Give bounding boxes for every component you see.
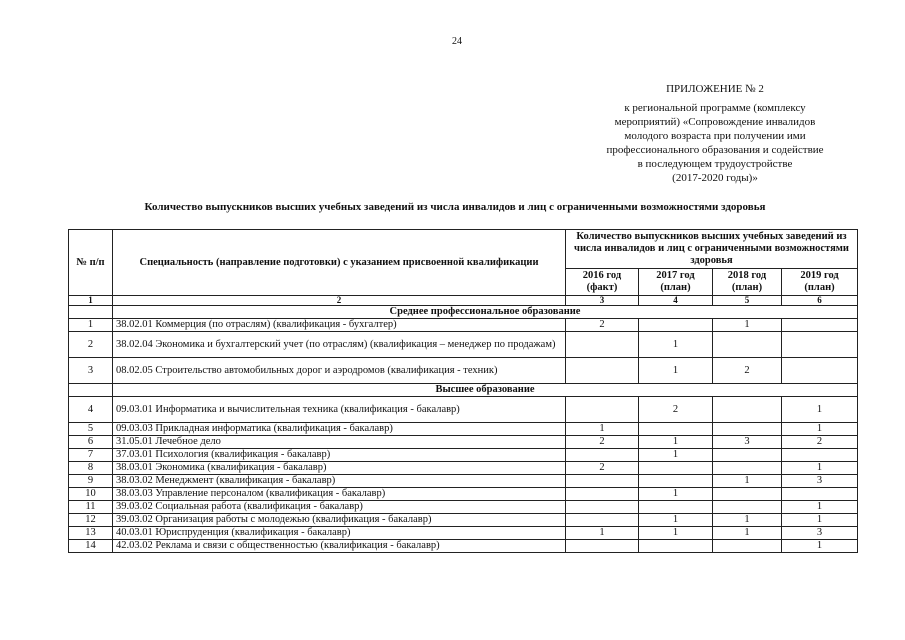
value-cell: 1 — [639, 488, 713, 501]
column-number: 6 — [782, 296, 858, 306]
section-row — [69, 306, 858, 319]
table-heading: Количество выпускников высших учебных заведений из числа инвалидов и лиц с ограниченными возможностями здоровья — [144, 201, 766, 213]
section-row — [69, 384, 858, 397]
value-cell: 1 — [782, 423, 858, 436]
value-cell — [566, 358, 639, 384]
value-cell: 2 — [639, 397, 713, 423]
value-cell: 2 — [566, 319, 639, 332]
value-cell — [566, 540, 639, 553]
value-cell — [639, 319, 713, 332]
value-cell: 1 — [782, 397, 858, 423]
value-cell — [566, 332, 639, 358]
value-cell — [566, 475, 639, 488]
row-number: 8 — [69, 462, 113, 475]
value-cell — [713, 501, 782, 514]
value-cell: 2 — [713, 358, 782, 384]
value-cell: 1 — [782, 462, 858, 475]
row-number: 13 — [69, 527, 113, 540]
value-cell — [713, 332, 782, 358]
table-row — [69, 540, 858, 553]
appendix-title: ПРИЛОЖЕНИЕ № 2 — [666, 83, 764, 95]
row-number: 3 — [69, 358, 113, 384]
value-cell: 3 — [782, 475, 858, 488]
value-cell — [713, 449, 782, 462]
appendix-line: молодого возраста при получении ими — [624, 130, 806, 142]
row-number: 9 — [69, 475, 113, 488]
header-year: 2016 год (факт) — [566, 269, 639, 296]
value-cell: 1 — [639, 527, 713, 540]
column-number: 5 — [713, 296, 782, 306]
row-number: 4 — [69, 397, 113, 423]
value-cell — [639, 462, 713, 475]
appendix-line: мероприятий) «Сопровождение инвалидов — [614, 116, 816, 128]
appendix-line: профессионального образования и содействие — [606, 144, 824, 156]
value-cell: 1 — [639, 514, 713, 527]
value-cell — [782, 358, 858, 384]
value-cell — [639, 423, 713, 436]
column-number: 4 — [639, 296, 713, 306]
value-cell: 3 — [713, 436, 782, 449]
header-specialty: Специальность (направление подготовки) с указанием присвоенной квалификации — [113, 230, 566, 296]
table-row — [69, 397, 858, 423]
table-body — [69, 230, 858, 553]
table-row — [69, 423, 858, 436]
value-cell: 3 — [782, 527, 858, 540]
specialty-cell: 38.03.02 Менеджмент (квалификация - бакалавр) — [113, 475, 566, 488]
specialty-cell: 38.02.04 Экономика и бухгалтерский учет (по отраслям) (квалификация – менеджер по продажам) — [113, 332, 566, 358]
specialty-cell: 39.03.02 Организация работы с молодежью (квалификация - бакалавр) — [113, 514, 566, 527]
value-cell: 1 — [639, 332, 713, 358]
specialty-cell: 31.05.01 Лечебное дело — [113, 436, 566, 449]
value-cell: 1 — [639, 436, 713, 449]
value-cell: 1 — [639, 358, 713, 384]
row-number: 12 — [69, 514, 113, 527]
specialty-cell: 09.03.03 Прикладная информатика (квалификация - бакалавр) — [113, 423, 566, 436]
header-year: 2019 год (план) — [782, 269, 858, 296]
specialty-cell: 38.03.01 Экономика (квалификация - бакалавр) — [113, 462, 566, 475]
row-number: 11 — [69, 501, 113, 514]
specialty-cell: 38.02.01 Коммерция (по отраслям) (квалификация - бухгалтер) — [113, 319, 566, 332]
value-cell — [782, 332, 858, 358]
specialty-cell: 42.03.02 Реклама и связи с общественностью (квалификация - бакалавр) — [113, 540, 566, 553]
specialty-cell: 09.03.01 Информатика и вычислительная техника (квалификация - бакалавр) — [113, 397, 566, 423]
row-number: 7 — [69, 449, 113, 462]
value-cell: 1 — [713, 514, 782, 527]
table-row — [69, 332, 858, 358]
table-row — [69, 319, 858, 332]
value-cell — [782, 488, 858, 501]
row-number: 1 — [69, 319, 113, 332]
value-cell — [713, 540, 782, 553]
table-cell — [69, 384, 113, 397]
appendix-line: к региональной программе (комплексу — [624, 102, 806, 114]
value-cell — [713, 488, 782, 501]
value-cell — [566, 449, 639, 462]
value-cell — [713, 397, 782, 423]
row-number: 2 — [69, 332, 113, 358]
table-row — [69, 514, 858, 527]
row-number: 6 — [69, 436, 113, 449]
value-cell — [639, 540, 713, 553]
specialty-cell: 39.03.02 Социальная работа (квалификация - бакалавр) — [113, 501, 566, 514]
value-cell: 1 — [713, 319, 782, 332]
value-cell: 1 — [782, 540, 858, 553]
value-cell — [566, 488, 639, 501]
value-cell — [713, 423, 782, 436]
value-cell: 1 — [713, 527, 782, 540]
table-row — [69, 501, 858, 514]
appendix-line: в последующем трудоустройстве — [637, 158, 793, 170]
value-cell — [566, 397, 639, 423]
section-title: Среднее профессиональное образование — [113, 306, 858, 319]
table-row — [69, 475, 858, 488]
header-group: Количество выпускников высших учебных заведений из числа инвалидов и лиц с ограниченными возможностями здоровья — [566, 230, 858, 269]
value-cell: 2 — [566, 462, 639, 475]
value-cell — [566, 514, 639, 527]
row-number: 10 — [69, 488, 113, 501]
table-row — [69, 488, 858, 501]
value-cell — [782, 319, 858, 332]
table-row — [69, 527, 858, 540]
row-number: 14 — [69, 540, 113, 553]
header-year: 2017 год (план) — [639, 269, 713, 296]
value-cell: 1 — [639, 449, 713, 462]
table-row — [69, 462, 858, 475]
value-cell — [639, 501, 713, 514]
value-cell: 2 — [782, 436, 858, 449]
value-cell: 1 — [566, 423, 639, 436]
column-number: 3 — [566, 296, 639, 306]
value-cell — [566, 501, 639, 514]
row-number: 5 — [69, 423, 113, 436]
header-year: 2018 год (план) — [713, 269, 782, 296]
table-row — [69, 436, 858, 449]
appendix-description — [590, 101, 840, 185]
table-row — [69, 358, 858, 384]
value-cell: 1 — [713, 475, 782, 488]
value-cell: 1 — [782, 514, 858, 527]
specialty-cell: 40.03.01 Юриспруденция (квалификация - бакалавр) — [113, 527, 566, 540]
value-cell — [713, 462, 782, 475]
column-number: 2 — [113, 296, 566, 306]
value-cell — [639, 475, 713, 488]
value-cell: 2 — [566, 436, 639, 449]
specialty-cell: 08.02.05 Строительство автомобильных дорог и аэродромов (квалификация - техник) — [113, 358, 566, 384]
graduates-table — [68, 229, 858, 553]
table-cell — [69, 306, 113, 319]
appendix-line: (2017-2020 годы)» — [672, 172, 758, 184]
section-title: Высшее образование — [113, 384, 858, 397]
column-number: 1 — [69, 296, 113, 306]
specialty-cell: 38.03.03 Управление персоналом (квалификация - бакалавр) — [113, 488, 566, 501]
column-number-row — [69, 296, 858, 306]
specialty-cell: 37.03.01 Психология (квалификация - бакалавр) — [113, 449, 566, 462]
value-cell — [782, 449, 858, 462]
table-row — [69, 449, 858, 462]
value-cell: 1 — [782, 501, 858, 514]
page-number: 24 — [452, 36, 462, 47]
header-number: № п/п — [69, 230, 113, 296]
value-cell: 1 — [566, 527, 639, 540]
